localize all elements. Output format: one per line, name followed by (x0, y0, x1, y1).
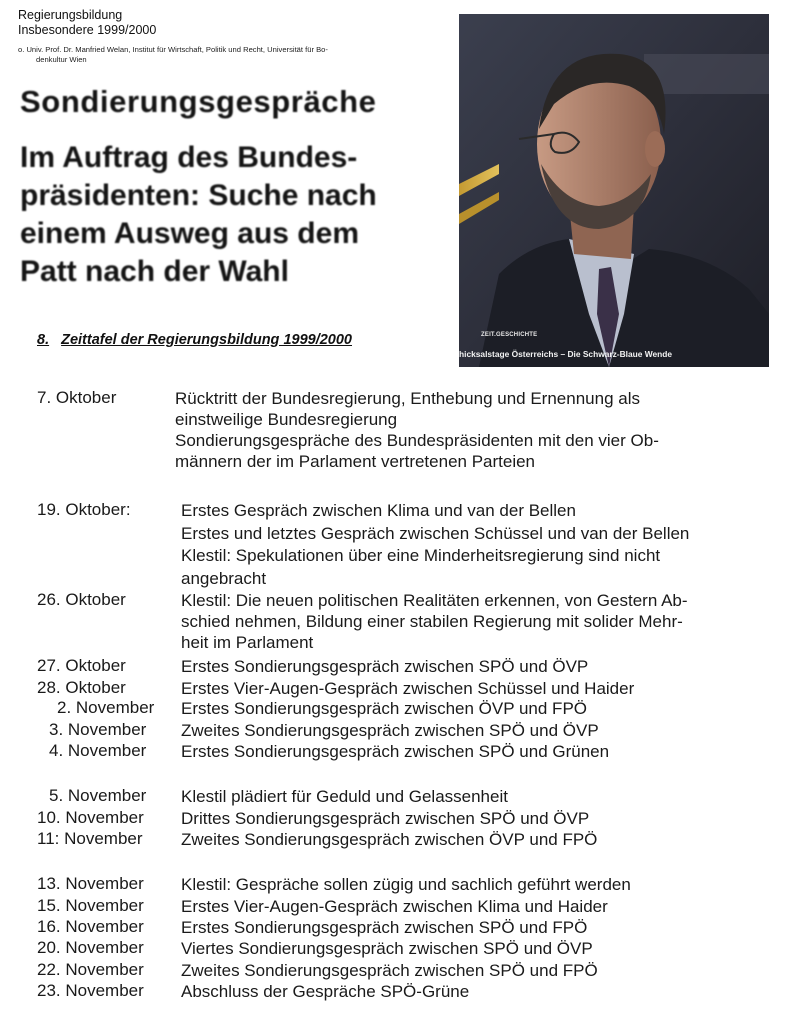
entry-text-line: einstweilige Bundesregierung (175, 410, 398, 429)
entry-text-line: Zweites Sondierungsgespräch zwischen SPÖ und FPÖ (181, 961, 598, 980)
entry-date: 5. November (49, 786, 147, 805)
entry-date: 26. Oktober (37, 590, 126, 609)
video-still-photo (459, 14, 769, 367)
entry-text (181, 808, 589, 829)
entry-date: 7. Oktober (37, 388, 117, 407)
entry-text-line: männern der im Parlament vertretenen Parteien (175, 452, 536, 471)
entry-text (181, 829, 597, 850)
entry-text-line: Viertes Sondierungsgespräch zwischen SPÖ und ÖVP (181, 939, 593, 958)
entry-date: 3. November (49, 720, 147, 739)
entry-text-line: Zweites Sondierungsgespräch zwischen ÖVP und FPÖ (181, 830, 598, 849)
entry-text (181, 874, 631, 895)
photo-caption: hicksalstage Österreichs – Die Schwarz-Blaue Wende (459, 349, 673, 359)
clipping-sub-line: einem Ausweg aus dem (20, 217, 359, 250)
entry-text (181, 590, 688, 653)
author-line-1: o. Univ. Prof. Dr. Manfried Welan, Institut für Wirtschaft, Politik und Recht, Universität für Bo- (18, 45, 328, 54)
author-line (18, 45, 378, 65)
section-heading (37, 332, 352, 348)
entry-text-line: Klestil: Gespräche sollen zügig und sachlich geführt werden (181, 875, 631, 894)
clipping-sub-line: Im Auftrag des Bundes- (20, 141, 358, 174)
entry-date: 2. November (57, 698, 155, 717)
entry-text-line: Rücktritt der Bundesregierung, Enthebung und Ernennung als (175, 389, 640, 408)
entry-text-line: Klestil: Die neuen politischen Realitäten erkennen, von Gestern Ab- (181, 591, 688, 610)
entry-text-line: Sondierungsgespräche des Bundespräsidenten mit den vier Ob- (175, 431, 659, 450)
entry-text-line: Erstes Sondierungsgespräch zwischen SPÖ und FPÖ (181, 918, 588, 937)
entry-text-line: Erstes Vier-Augen-Gespräch zwischen Schüssel und Haider (181, 679, 635, 698)
entry-text (181, 960, 598, 981)
entry-date: 23. November (37, 981, 144, 1000)
entry-text (181, 938, 593, 959)
entry-text (181, 917, 587, 938)
entry-text (181, 656, 588, 677)
entry-text-line: Erstes und letztes Gespräch zwischen Schüssel und van der Bellen (181, 523, 690, 543)
entry-text-line: Erstes Sondierungsgespräch zwischen SPÖ und ÖVP (181, 657, 589, 676)
entry-text-line: Klestil plädiert für Geduld und Gelassenheit (181, 787, 508, 806)
entry-date: 19. Oktober: (37, 500, 131, 519)
section-title: Zeittafel der Regierungsbildung 1999/2000 (61, 332, 352, 348)
entry-date: 22. November (37, 960, 144, 979)
entry-text-line: Erstes Vier-Augen-Gespräch zwischen Klima und Haider (181, 897, 608, 916)
entry-text-line: Erstes Sondierungsgespräch zwischen SPÖ und Grünen (181, 742, 610, 761)
entry-text (181, 981, 469, 1002)
entry-text (175, 388, 659, 472)
entry-text-line: Drittes Sondierungsgespräch zwischen SPÖ und ÖVP (181, 809, 590, 828)
entry-text (181, 720, 599, 741)
entry-date: 11: November (37, 829, 143, 848)
clipping-heading: Sondierungsgespräche (20, 84, 377, 119)
clipping-sub-line: präsidenten: Suche nach (20, 179, 377, 212)
entry-date: 4. November (49, 741, 147, 760)
entry-text-line: Erstes Gespräch zwischen Klima und van der Bellen (181, 501, 576, 520)
entry-text (181, 698, 587, 719)
entry-date: 27. Oktober (37, 656, 126, 675)
entry-text-line: Erstes Sondierungsgespräch zwischen ÖVP und FPÖ (181, 699, 588, 718)
entry-date: 10. November (37, 808, 144, 827)
entry-text (181, 786, 508, 807)
entry-text (181, 896, 608, 917)
entry-text-line: Zweites Sondierungsgespräch zwischen SPÖ und ÖVP (181, 721, 599, 740)
entry-date: 28. Oktober (37, 678, 126, 697)
clipping-subheading (20, 139, 460, 291)
author-line-2: denkultur Wien (36, 55, 87, 64)
entry-date: 15. November (37, 896, 144, 915)
section-number: 8. (37, 332, 50, 348)
entry-text-line: heit im Parlament (181, 633, 314, 652)
entry-text-line: Klestil: Spekulationen über eine Minderheitsregierung sind nicht (181, 546, 661, 565)
entry-text (181, 741, 609, 762)
entry-text-line: angebracht (181, 568, 267, 588)
entry-date: 13. November (37, 874, 144, 893)
document-header (18, 8, 156, 38)
portrait-illustration (459, 14, 769, 367)
zeitgeschichte-logo: ZEIT.GESCHICHTE (481, 332, 538, 338)
clipping-sub-line: Patt nach der Wahl (20, 255, 289, 288)
header-title: Regierungsbildung (18, 8, 123, 22)
entry-text-line: schied nehmen, Bildung einer stabilen Regierung mit solider Mehr- (181, 612, 683, 631)
entry-text (181, 678, 634, 699)
header-subtitle: Insbesondere 1999/2000 (18, 23, 157, 37)
entry-text-line: Abschluss der Gespräche SPÖ-Grüne (181, 982, 470, 1001)
entry-date: 16. November (37, 917, 144, 936)
entry-date: 20. November (37, 938, 144, 957)
entry-text (181, 500, 689, 590)
